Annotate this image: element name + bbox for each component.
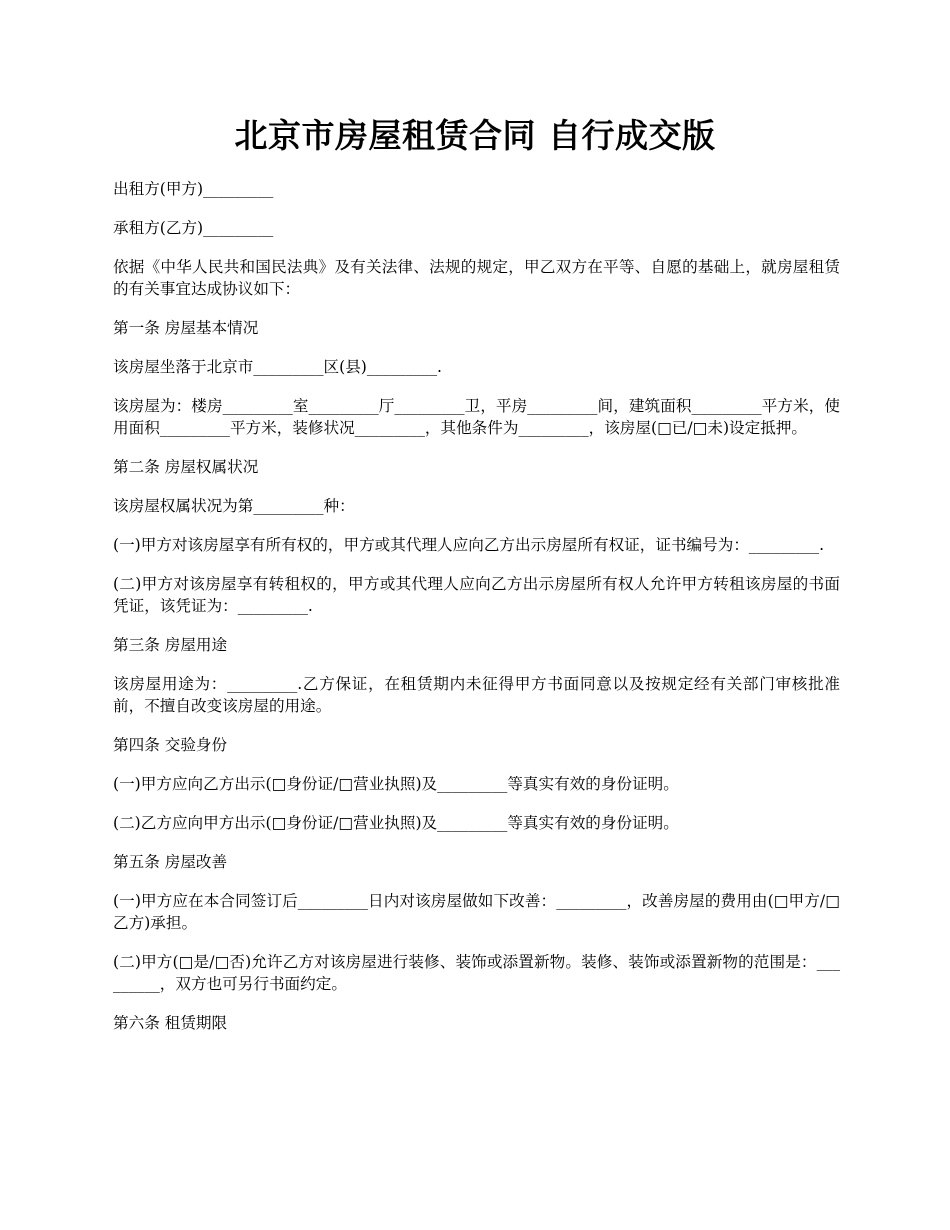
improvement-clause-2: (二)甲方(□是/□否)允许乙方对该房屋进行装修、装饰或添置新物。装修、装饰或添置新物的范围是：_________，双方也可另行书面约定。	[113, 953, 840, 993]
article-2-heading: 第二条 房屋权属状况	[113, 458, 259, 476]
lessor-line: 出租方(甲方)_________	[113, 180, 274, 198]
document-body	[113, 178, 840, 1051]
property-location-paragraph: 该房屋坐落于北京市_________区(县)_________.	[113, 358, 442, 376]
document-title: 北京市房屋租赁合同 自行成交版	[234, 116, 716, 155]
preamble-paragraph: 依据《中华人民共和国民法典》及有关法律、法规的规定，甲乙双方在平等、自愿的基础上，就房屋租赁的有关事宜达成协议如下：	[113, 258, 840, 298]
identity-clause-2: (二)乙方应向甲方出示(□身份证/□营业执照)及_________等真实有效的身份证明。	[113, 814, 679, 832]
lessee-line: 承租方(乙方)_________	[113, 219, 274, 237]
property-details-paragraph: 该房屋为：楼房_________室_________厅_________卫，平房_________间，建筑面积_________平方米，使用面积_________平方米，装修状况_________，其他条件为_________，该房屋(□已/□未)设定抵押。	[113, 397, 840, 437]
article-5-heading: 第五条 房屋改善	[113, 853, 228, 871]
ownership-type-paragraph: 该房屋权属状况为第_________种：	[113, 497, 355, 515]
article-4-heading: 第四条 交验身份	[113, 736, 228, 754]
identity-clause-1: (一)甲方应向乙方出示(□身份证/□营业执照)及_________等真实有效的身份证明。	[113, 775, 679, 793]
improvement-clause-1: (一)甲方应在本合同签订后_________日内对该房屋做如下改善：_________，改善房屋的费用由(□甲方/□乙方)承担。	[113, 892, 840, 932]
ownership-clause-2: (二)甲方对该房屋享有转租权的，甲方或其代理人应向乙方出示房屋所有权人允许甲方转租该房屋的书面凭证，该凭证为：_________.	[113, 575, 840, 615]
article-6-heading: 第六条 租赁期限	[113, 1014, 228, 1032]
article-1-heading: 第一条 房屋基本情况	[113, 319, 259, 337]
article-3-heading: 第三条 房屋用途	[113, 636, 228, 654]
ownership-clause-1: (一)甲方对该房屋享有所有权的，甲方或其代理人应向乙方出示房屋所有权证，证书编号为：_________.	[113, 536, 825, 554]
property-use-paragraph: 该房屋用途为：_________.乙方保证，在租赁期内未征得甲方书面同意以及按规定经有关部门审核批准前，不擅自改变该房屋的用途。	[113, 675, 840, 715]
